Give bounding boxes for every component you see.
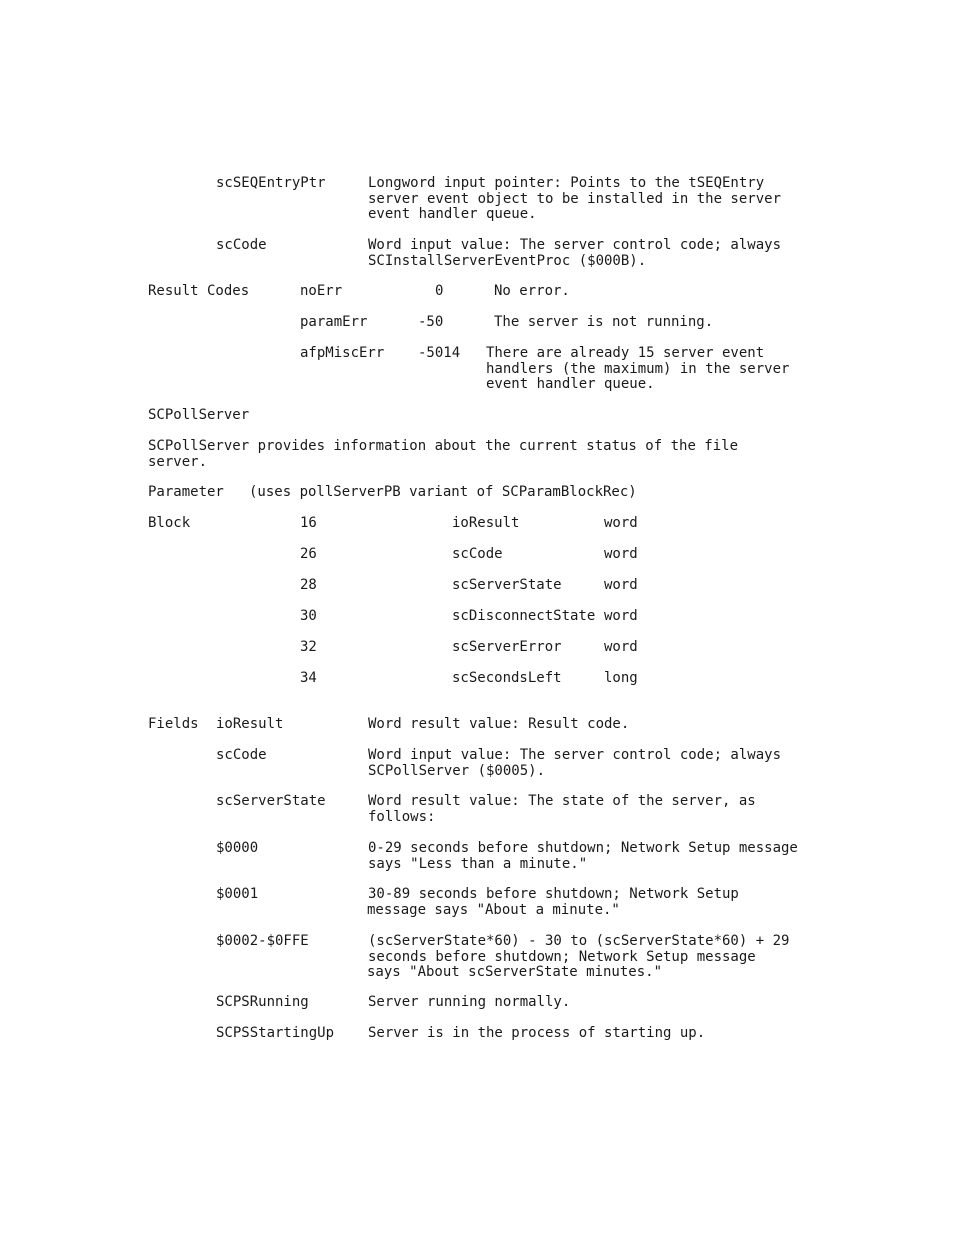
block-field-name: scSecondsLeft [452,670,562,686]
intro-line: SCPollServer provides information about the current status of the file [148,438,739,454]
field-desc-line: Word input value: The server control code; always [368,747,782,763]
field-name: $0000 [216,840,259,856]
block-field-type: word [604,639,638,655]
field-desc-line: says "Less than a minute." [368,855,588,872]
block-field-name: scServerError [452,639,562,655]
block-offset: 34 [300,670,317,686]
result-codes-label: Result Codes [148,283,250,299]
block-offset: 32 [300,639,317,655]
result-code-desc: handlers (the maximum) in the server [486,360,790,377]
block-field-type: word [604,608,638,624]
block-field-name: scCode [452,546,503,562]
block-field-type: long [604,670,638,686]
result-code-value: 0 [435,283,444,299]
block-field-name: ioResult [452,515,520,531]
field-desc-line: Longword input pointer: Points to the tSEQEntry [368,175,765,191]
field-name: scSEQEntryPtr [216,175,326,191]
field-desc-line: Word input value: The server control code; always [368,237,782,253]
section-title: SCPollServer [148,407,250,423]
field-name: SCPSStartingUp [216,1025,335,1041]
field-desc-line: Word result value: The state of the server, as [368,793,756,809]
block-offset: 28 [300,577,317,593]
field-desc-line: message says "About a minute." [367,901,620,918]
result-code-desc: event handler queue. [486,376,655,392]
field-desc-line: SCPollServer ($0005). [368,762,546,779]
field-desc-line: Server running normally. [368,994,571,1010]
block-field-name: scDisconnectState [452,608,596,624]
block-field-type: word [604,577,638,593]
block-field-type: word [604,515,638,531]
result-code-desc: There are already 15 server event [486,345,765,361]
result-code-name: noErr [300,283,343,299]
block-field-type: word [604,546,638,562]
parameter-desc: (uses pollServerPB variant of SCParamBlockRec) [249,484,637,500]
block-label: Block [148,515,191,531]
field-name: $0001 [216,886,259,902]
field-name: ioResult [216,716,284,732]
block-field-name: scServerState [452,577,562,593]
field-desc-line: SCInstallServerEventProc ($000B). [368,252,647,269]
block-offset: 16 [300,515,317,531]
block-offset: 30 [300,608,317,624]
field-desc-line: says "About scServerState minutes." [367,964,663,980]
field-desc-line: Server is in the process of starting up. [368,1025,706,1041]
parameter-label: Parameter [148,484,224,500]
field-name: scCode [216,237,267,253]
fields-label: Fields [148,716,199,732]
result-code-name: paramErr [300,314,368,330]
field-desc-line: 0-29 seconds before shutdown; Network Setup message [368,840,798,856]
result-code-value: -50 [418,314,444,330]
field-name: SCPSRunning [216,994,309,1010]
field-name: $0002-$0FFE [216,933,309,949]
field-desc-line: Word result value: Result code. [368,716,630,732]
field-desc-line: (scServerState*60) - 30 to (scServerState*60) + 29 [368,933,790,949]
field-desc-line: 30-89 seconds before shutdown; Network Setup [368,886,739,902]
field-desc-line: server event object to be installed in the server [368,190,782,207]
result-code-desc: The server is not running. [494,314,714,330]
intro-line: server. [148,453,208,470]
field-name: scServerState [216,793,326,809]
field-desc-line: seconds before shutdown; Network Setup message [368,948,756,965]
field-name: scCode [216,747,267,763]
block-offset: 26 [300,546,317,562]
field-desc-line: event handler queue. [368,206,537,222]
result-code-name: afpMiscErr [300,345,385,361]
field-desc-line: follows: [368,808,436,825]
result-code-value: -5014 [418,345,461,361]
result-code-desc: No error. [494,283,570,299]
